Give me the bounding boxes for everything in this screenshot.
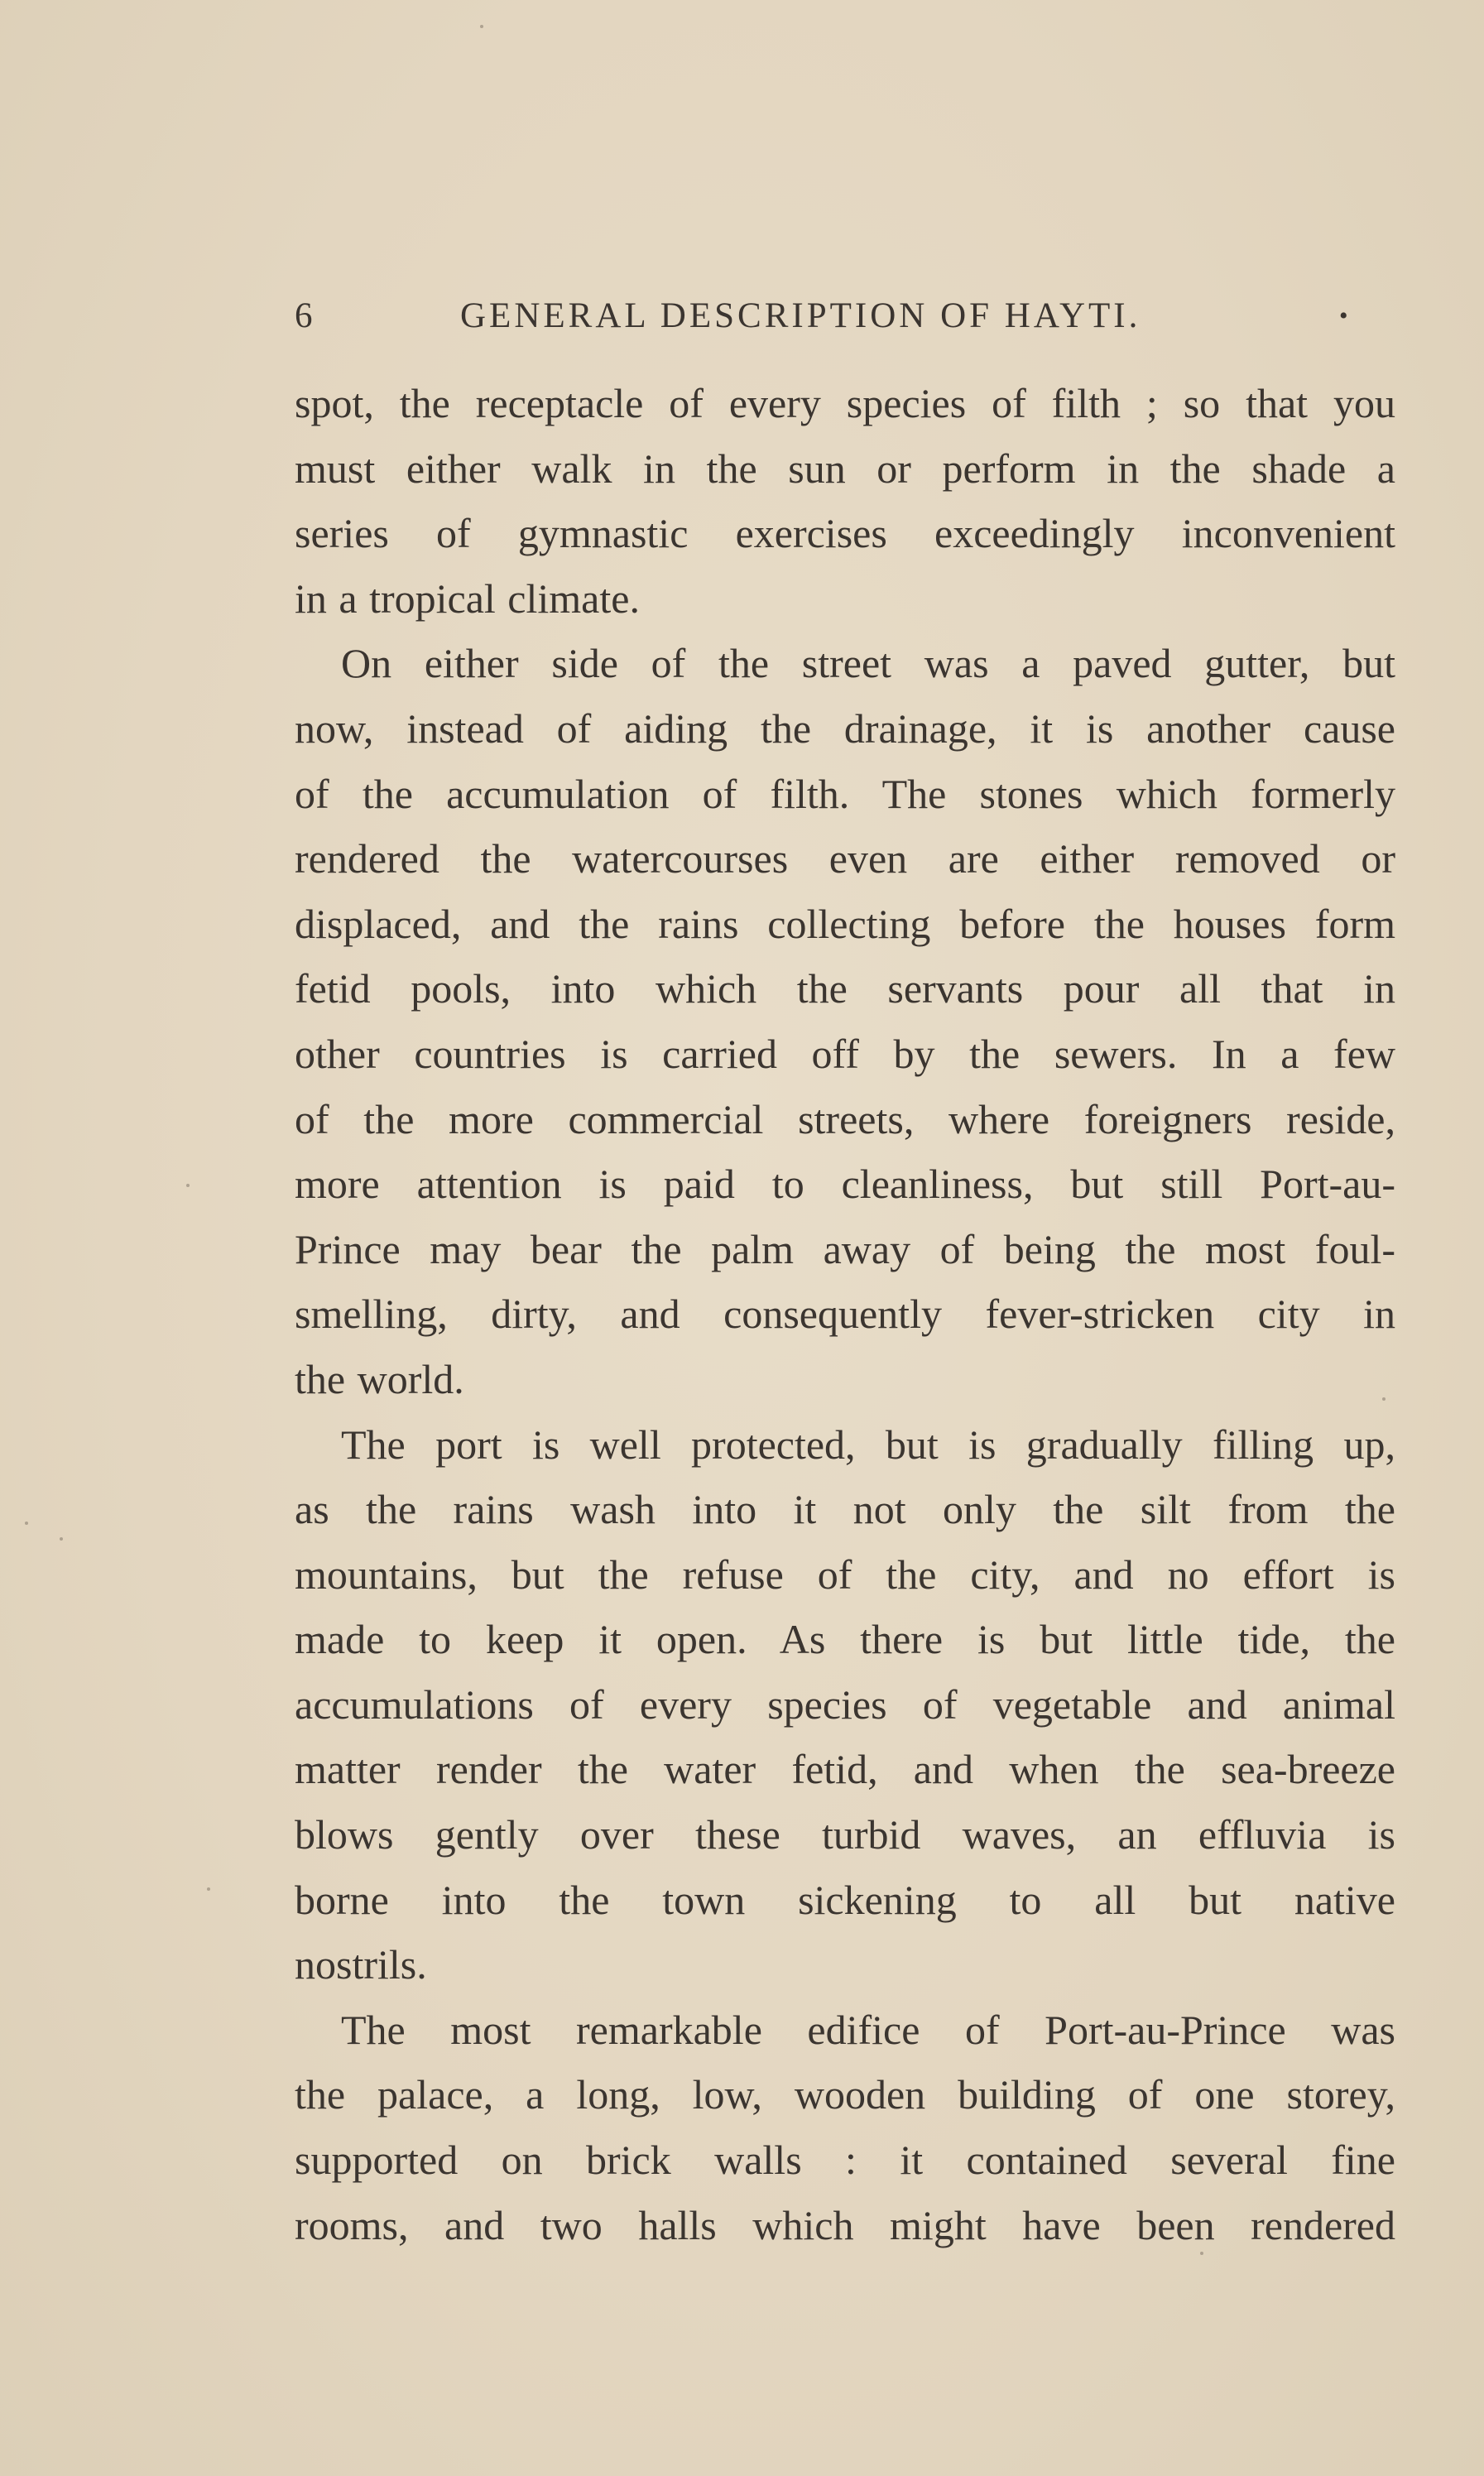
text-line: rendered the watercourses even are either removed or bbox=[295, 835, 1395, 882]
page-header bbox=[295, 291, 1395, 341]
text-line: must either walk in the sun or perform in the shade a bbox=[295, 445, 1395, 492]
paper-speck bbox=[207, 1887, 210, 1891]
paper-speck bbox=[480, 25, 483, 28]
text-line: other countries is carried off by the sewers. In a few bbox=[295, 1030, 1395, 1077]
text-line: made to keep it open. As there is but little tide, the bbox=[295, 1616, 1395, 1663]
text-line: Prince may bear the palm away of being the most foul- bbox=[295, 1225, 1395, 1272]
text-line: smelling, dirty, and consequently fever-stricken city in bbox=[295, 1291, 1395, 1338]
text-line: the palace, a long, low, wooden building of one storey, bbox=[295, 2071, 1395, 2118]
text-line: The port is well protected, but is gradually filling up, bbox=[341, 1421, 1395, 1468]
text-line: in a tropical climate. bbox=[295, 575, 640, 622]
text-line: the world. bbox=[295, 1355, 464, 1402]
text-line: supported on brick walls : it contained several fine bbox=[295, 2137, 1395, 2184]
text-line: as the rains wash into it not only the silt from the bbox=[295, 1486, 1395, 1533]
paper-speck bbox=[25, 1522, 28, 1525]
paper-speck bbox=[1382, 1397, 1386, 1401]
text-line: matter render the water fetid, and when the sea-breeze bbox=[295, 1746, 1395, 1793]
text-line: now, instead of aiding the drainage, it is another cause bbox=[295, 704, 1395, 752]
text-line: accumulations of every species of vegetable and animal bbox=[295, 1680, 1395, 1728]
text-line: series of gymnastic exercises exceedingly inconvenient bbox=[295, 510, 1395, 557]
text-line: nostrils. bbox=[295, 1941, 427, 1988]
body-text bbox=[295, 371, 1395, 2257]
text-line: fetid pools, into which the servants pour all that in bbox=[295, 965, 1395, 1012]
paper-speck bbox=[60, 1537, 63, 1541]
text-line: displaced, and the rains collecting before the houses form bbox=[295, 900, 1395, 947]
running-title: GENERAL DESCRIPTION OF HAYTI. bbox=[460, 296, 1141, 335]
text-line: of the accumulation of filth. The stones which formerly bbox=[295, 770, 1395, 817]
text-line: blows gently over these turbid waves, an effluvia is bbox=[295, 1811, 1395, 1858]
text-line: The most remarkable edifice of Port-au-Prince was bbox=[341, 2006, 1395, 2053]
page-number: 6 bbox=[295, 296, 317, 335]
text-line: of the more commercial streets, where foreigners reside, bbox=[295, 1095, 1395, 1142]
paper-speck bbox=[186, 1184, 190, 1187]
text-line: rooms, and two halls which might have been rendered bbox=[295, 2201, 1395, 2248]
text-line: borne into the town sickening to all but native bbox=[295, 1876, 1395, 1923]
text-line: spot, the receptacle of every species of filth ; so that you bbox=[295, 380, 1395, 426]
text-line: more attention is paid to cleanliness, but still Port-au- bbox=[295, 1161, 1395, 1208]
header-ornament: • bbox=[1339, 302, 1352, 329]
text-line: On either side of the street was a paved gutter, but bbox=[341, 640, 1395, 687]
paper-speck bbox=[1200, 2252, 1203, 2255]
text-line: mountains, but the refuse of the city, and no effort is bbox=[295, 1551, 1395, 1598]
